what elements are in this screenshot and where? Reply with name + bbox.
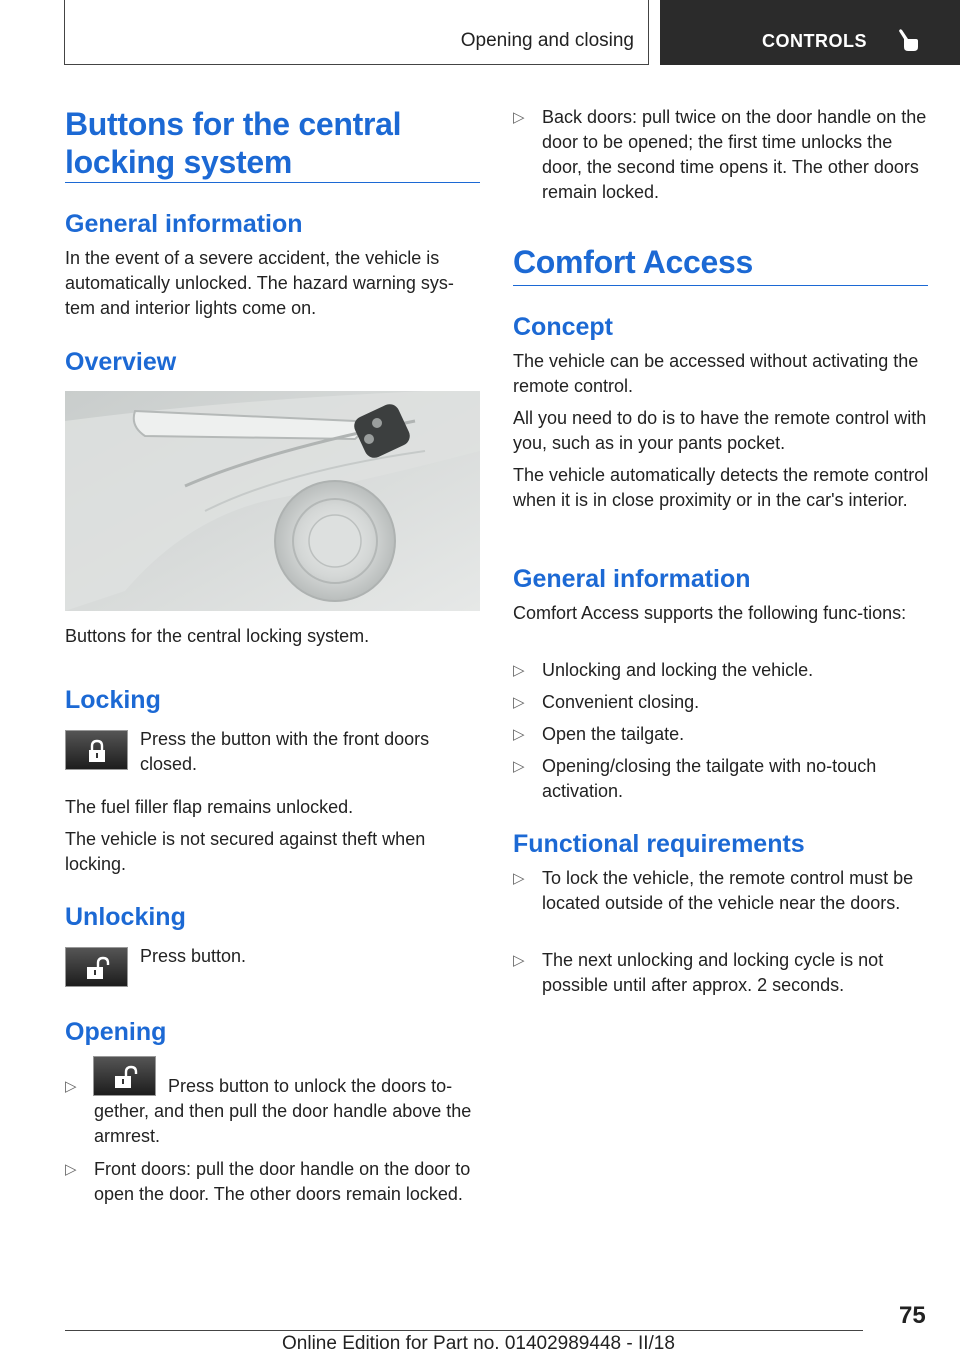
header-section-title: Opening and closing [460, 30, 634, 51]
opening-bullet-1: ▷ Press button to unlock the doors to-gether, and then pull the door handle above the armrest. [65, 1076, 472, 1146]
bullet-triangle-icon: ▷ [65, 1161, 77, 1178]
concept-text-3: The vehicle automatically detects the remote control when it is in close proximity or in the car's interior. [513, 465, 929, 510]
function-item: ▷ Opening/closing the tailgate with no-touch activation. [513, 756, 877, 801]
unlocking-heading: Unlocking [65, 903, 186, 931]
requirement-item: ▷ The next unlocking and locking cycle is not possible until after approx. 2 seconds. [513, 950, 884, 995]
back-doors-bullet: ▷ Back doors: pull twice on the door handle on the door to be opened; the first time unlocks the door, the second time opens it. The other doors remain locked. [513, 107, 927, 202]
unlock-button-graphic-inline [93, 1056, 156, 1096]
lock-open-icon [112, 1064, 142, 1090]
function-item: ▷ Open the tailgate. [513, 722, 928, 747]
unlocking-text: Press button. [140, 946, 247, 966]
comfort-access-title: Comfort Access [513, 244, 754, 280]
overview-heading: Overview [65, 348, 177, 376]
bullet-triangle-icon: ▷ [513, 726, 525, 743]
image-caption: Buttons for the central locking system. [65, 626, 370, 646]
header-section-box [64, 0, 649, 65]
title-rule [65, 182, 480, 183]
locking-heading: Locking [65, 686, 161, 714]
functional-requirements-heading: Functional requirements [513, 830, 805, 858]
locking-note-2: The vehicle is not secured against theft when locking. [65, 829, 426, 874]
concept-text-1: The vehicle can be accessed without activating the remote control. [513, 351, 919, 396]
lock-button-graphic [65, 730, 128, 770]
bullet-triangle-icon: ▷ [513, 694, 525, 711]
bullet-triangle-icon: ▷ [513, 662, 525, 679]
general-info-text-2: Comfort Access supports the following func-tions: [513, 603, 907, 623]
general-info-heading: General information [65, 210, 303, 238]
function-item: ▷ Unlocking and locking the vehicle. [513, 658, 928, 683]
locking-text: Press the button with the front doors closed. [140, 729, 430, 774]
edition-footer: Online Edition for Part no. 01402989448 - II/18 [282, 1333, 675, 1354]
opening-heading: Opening [65, 1018, 167, 1046]
bullet-triangle-icon: ▷ [65, 1078, 77, 1095]
header-chapter-title: CONTROLS [762, 31, 867, 51]
function-item: ▷ Convenient closing. [513, 690, 928, 715]
lock-closed-icon [84, 738, 110, 764]
lock-open-icon [84, 955, 114, 981]
bullet-triangle-icon: ▷ [513, 870, 525, 887]
concept-heading: Concept [513, 313, 613, 341]
pointing-hand-icon [894, 27, 920, 53]
general-info-text: In the event of a severe accident, the vehicle is automatically unlocked. The hazard warning sys-tem and interior lights come on. [65, 248, 454, 318]
page-title: Buttons for the central locking system [65, 106, 402, 180]
header-chapter-box [660, 0, 960, 65]
page-number: 75 [899, 1302, 926, 1329]
door-panel-image [65, 391, 480, 611]
concept-text-2: All you need to do is to have the remote control with you, such as in your pants pocket. [513, 408, 927, 453]
comfort-title-rule [513, 285, 928, 286]
locking-note-1: The fuel filler flap remains unlocked. [65, 797, 354, 817]
footer-rule [65, 1330, 863, 1331]
unlock-button-graphic [65, 947, 128, 987]
general-info-heading-2: General information [513, 565, 751, 593]
opening-bullet-2: ▷ Front doors: pull the door handle on the door to open the door. The other doors remain locked. [65, 1159, 471, 1204]
requirement-item: ▷ To lock the vehicle, the remote control must be located outside of the vehicle near the doors. [513, 868, 914, 913]
bullet-triangle-icon: ▷ [513, 952, 525, 969]
bullet-triangle-icon: ▷ [513, 758, 525, 775]
bullet-triangle-icon: ▷ [513, 109, 525, 126]
